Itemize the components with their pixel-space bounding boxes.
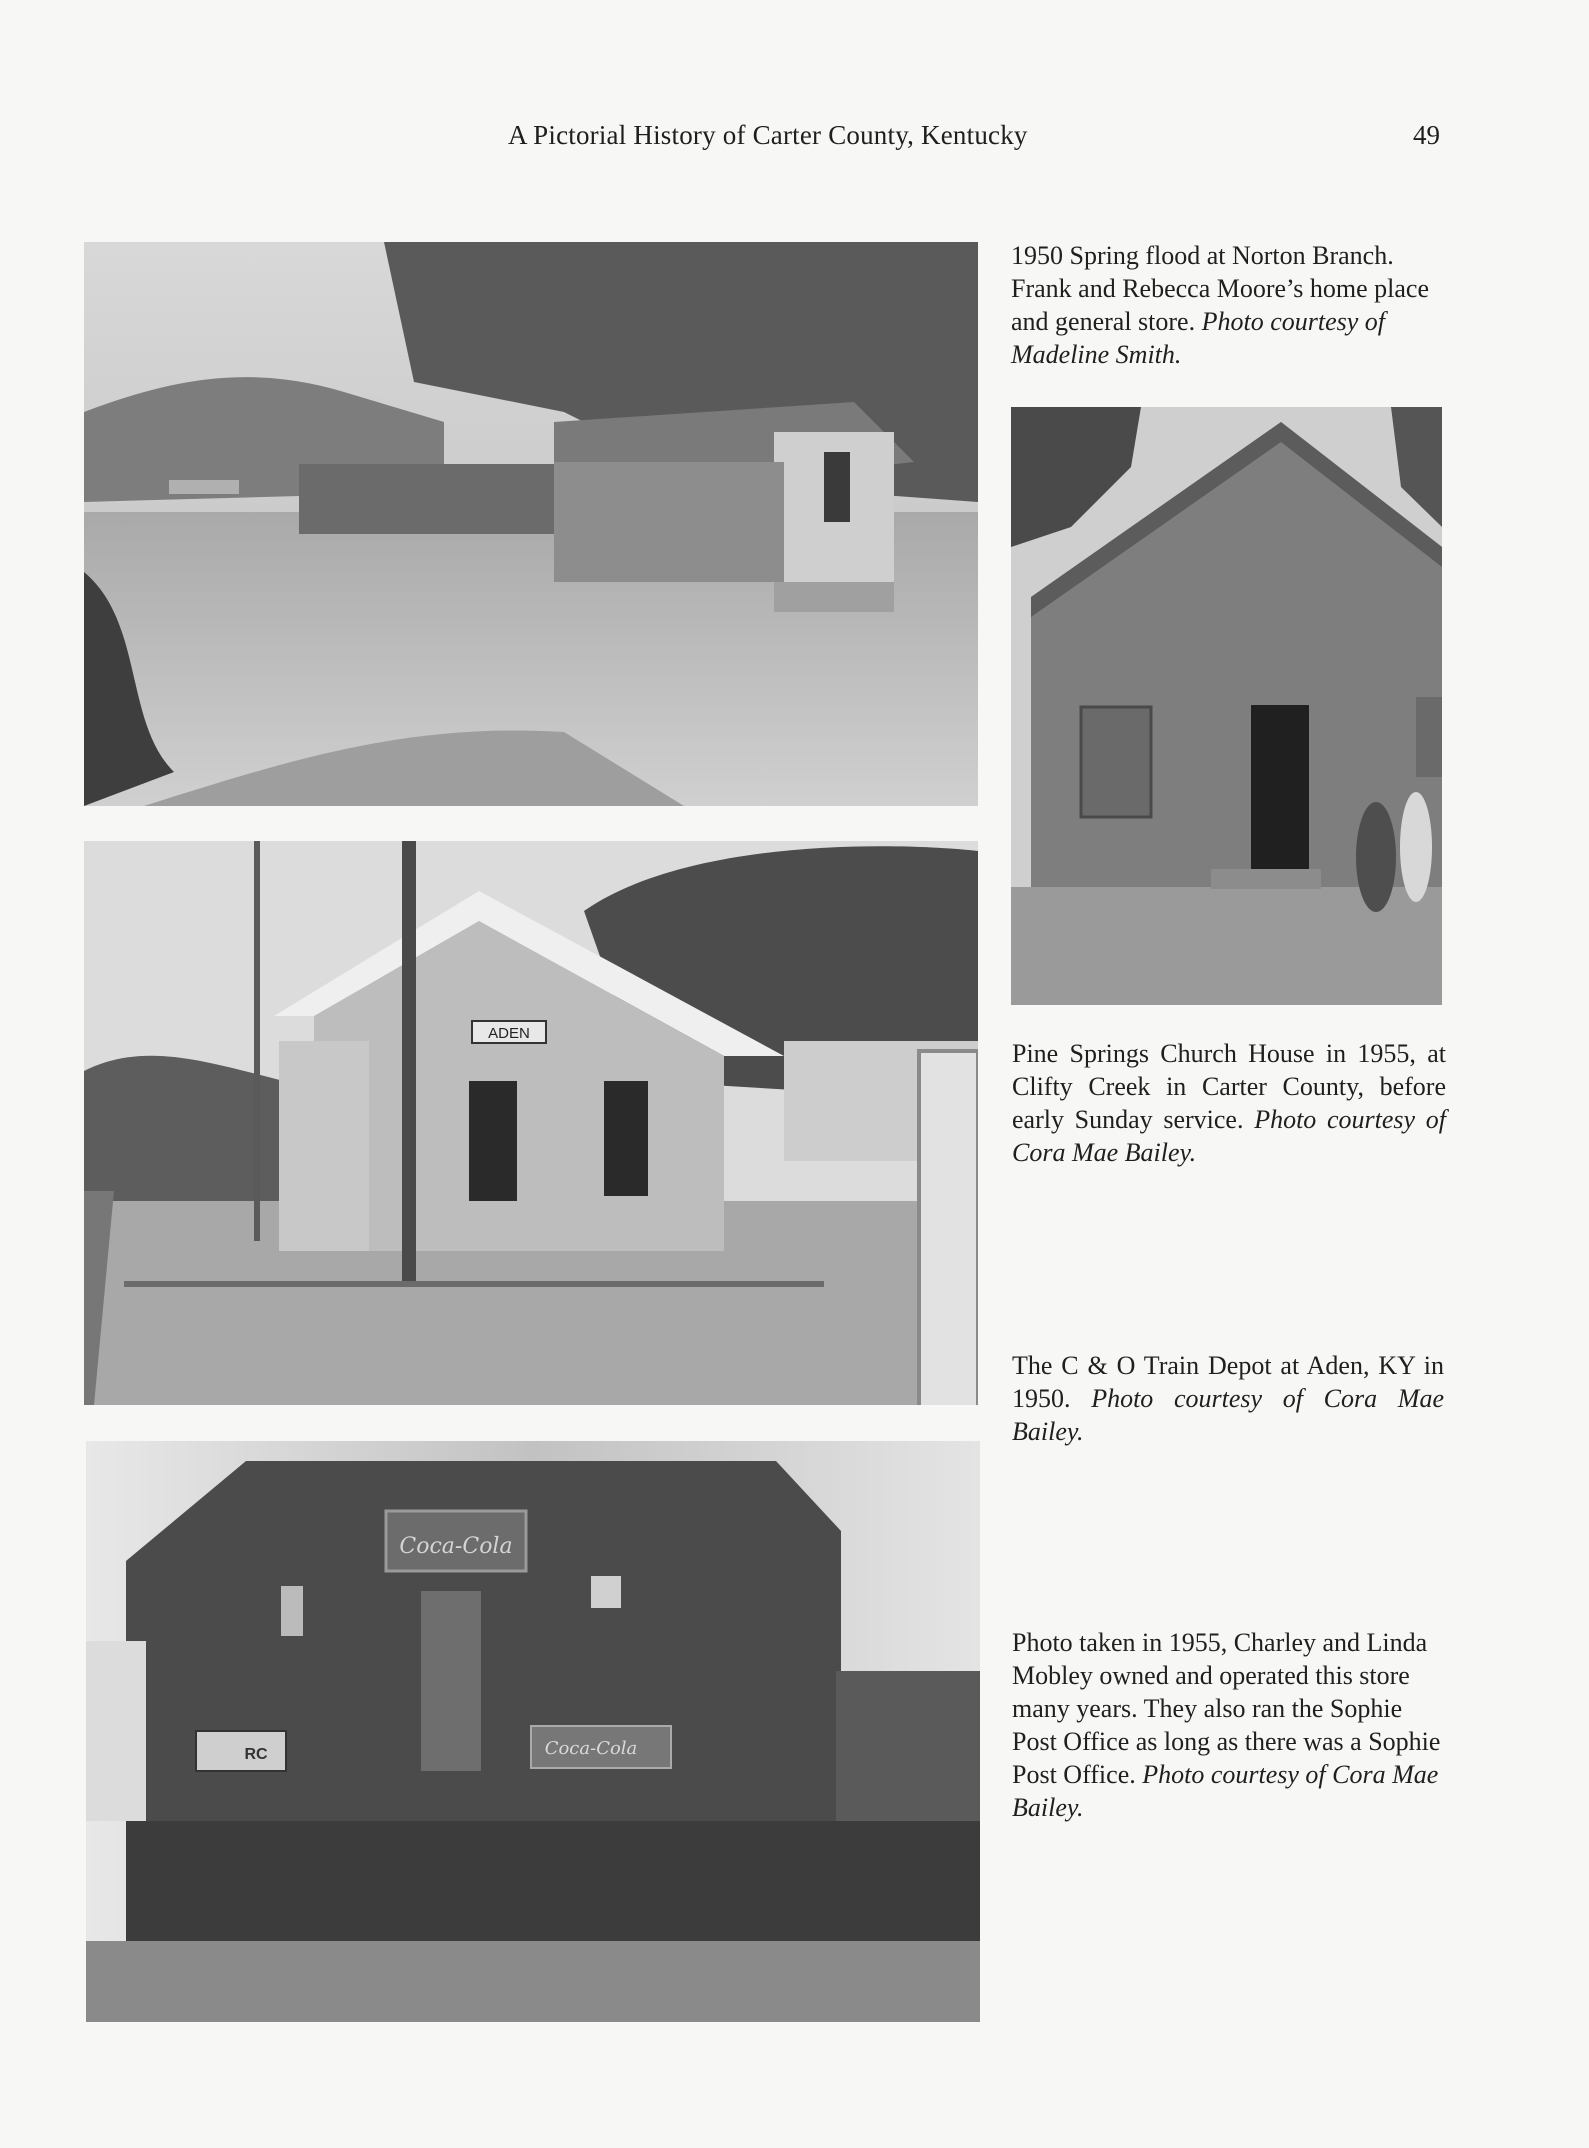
caption-depot-credit: Photo courtesy of Cora Mae Bailey. bbox=[1012, 1384, 1444, 1446]
caption-store-credit: Photo courtesy of Cora Mae Bailey. bbox=[1012, 1760, 1439, 1822]
caption-church bbox=[1012, 1037, 1446, 1169]
depot-sign-text: ADEN bbox=[488, 1025, 530, 1042]
page-number: 49 bbox=[1413, 120, 1440, 150]
store-photo bbox=[86, 1441, 980, 2022]
coca-cola-sign-text: Coca-Cola bbox=[399, 1534, 513, 1559]
running-title: A Pictorial History of Carter County, Kentucky bbox=[508, 120, 1028, 150]
caption-store-text: Photo taken in 1955, Charley and Linda Mobley owned and operated this store many years. They also ran the Sophie Post Office as long as there was a Sophie Post Office. bbox=[1012, 1628, 1441, 1789]
caption-flood-credit: Photo courtesy of Madeline Smith. bbox=[1011, 307, 1386, 369]
church-photo bbox=[1011, 407, 1442, 1005]
caption-depot bbox=[1012, 1349, 1444, 1448]
depot-photo bbox=[84, 841, 978, 1405]
caption-flood bbox=[1011, 239, 1443, 371]
flood-photo bbox=[84, 242, 978, 806]
caption-flood-text: 1950 Spring flood at Norton Branch. Frank and Rebecca Moore’s home place and general store. bbox=[1011, 241, 1430, 336]
caption-depot-text: The C & O Train Depot at Aden, KY in 1950. bbox=[1012, 1351, 1444, 1413]
caption-store bbox=[1012, 1626, 1444, 1824]
caption-church-text: Pine Springs Church House in 1955, at Clifty Creek in Carter County, before early Sunday service. bbox=[1012, 1039, 1446, 1134]
rc-sign-text: RC bbox=[244, 1746, 268, 1763]
coca-cola-sign-2-text: Coca-Cola bbox=[544, 1738, 638, 1759]
running-header bbox=[0, 120, 1589, 160]
caption-church-credit: Photo courtesy of Cora Mae Bailey. bbox=[1012, 1105, 1446, 1167]
